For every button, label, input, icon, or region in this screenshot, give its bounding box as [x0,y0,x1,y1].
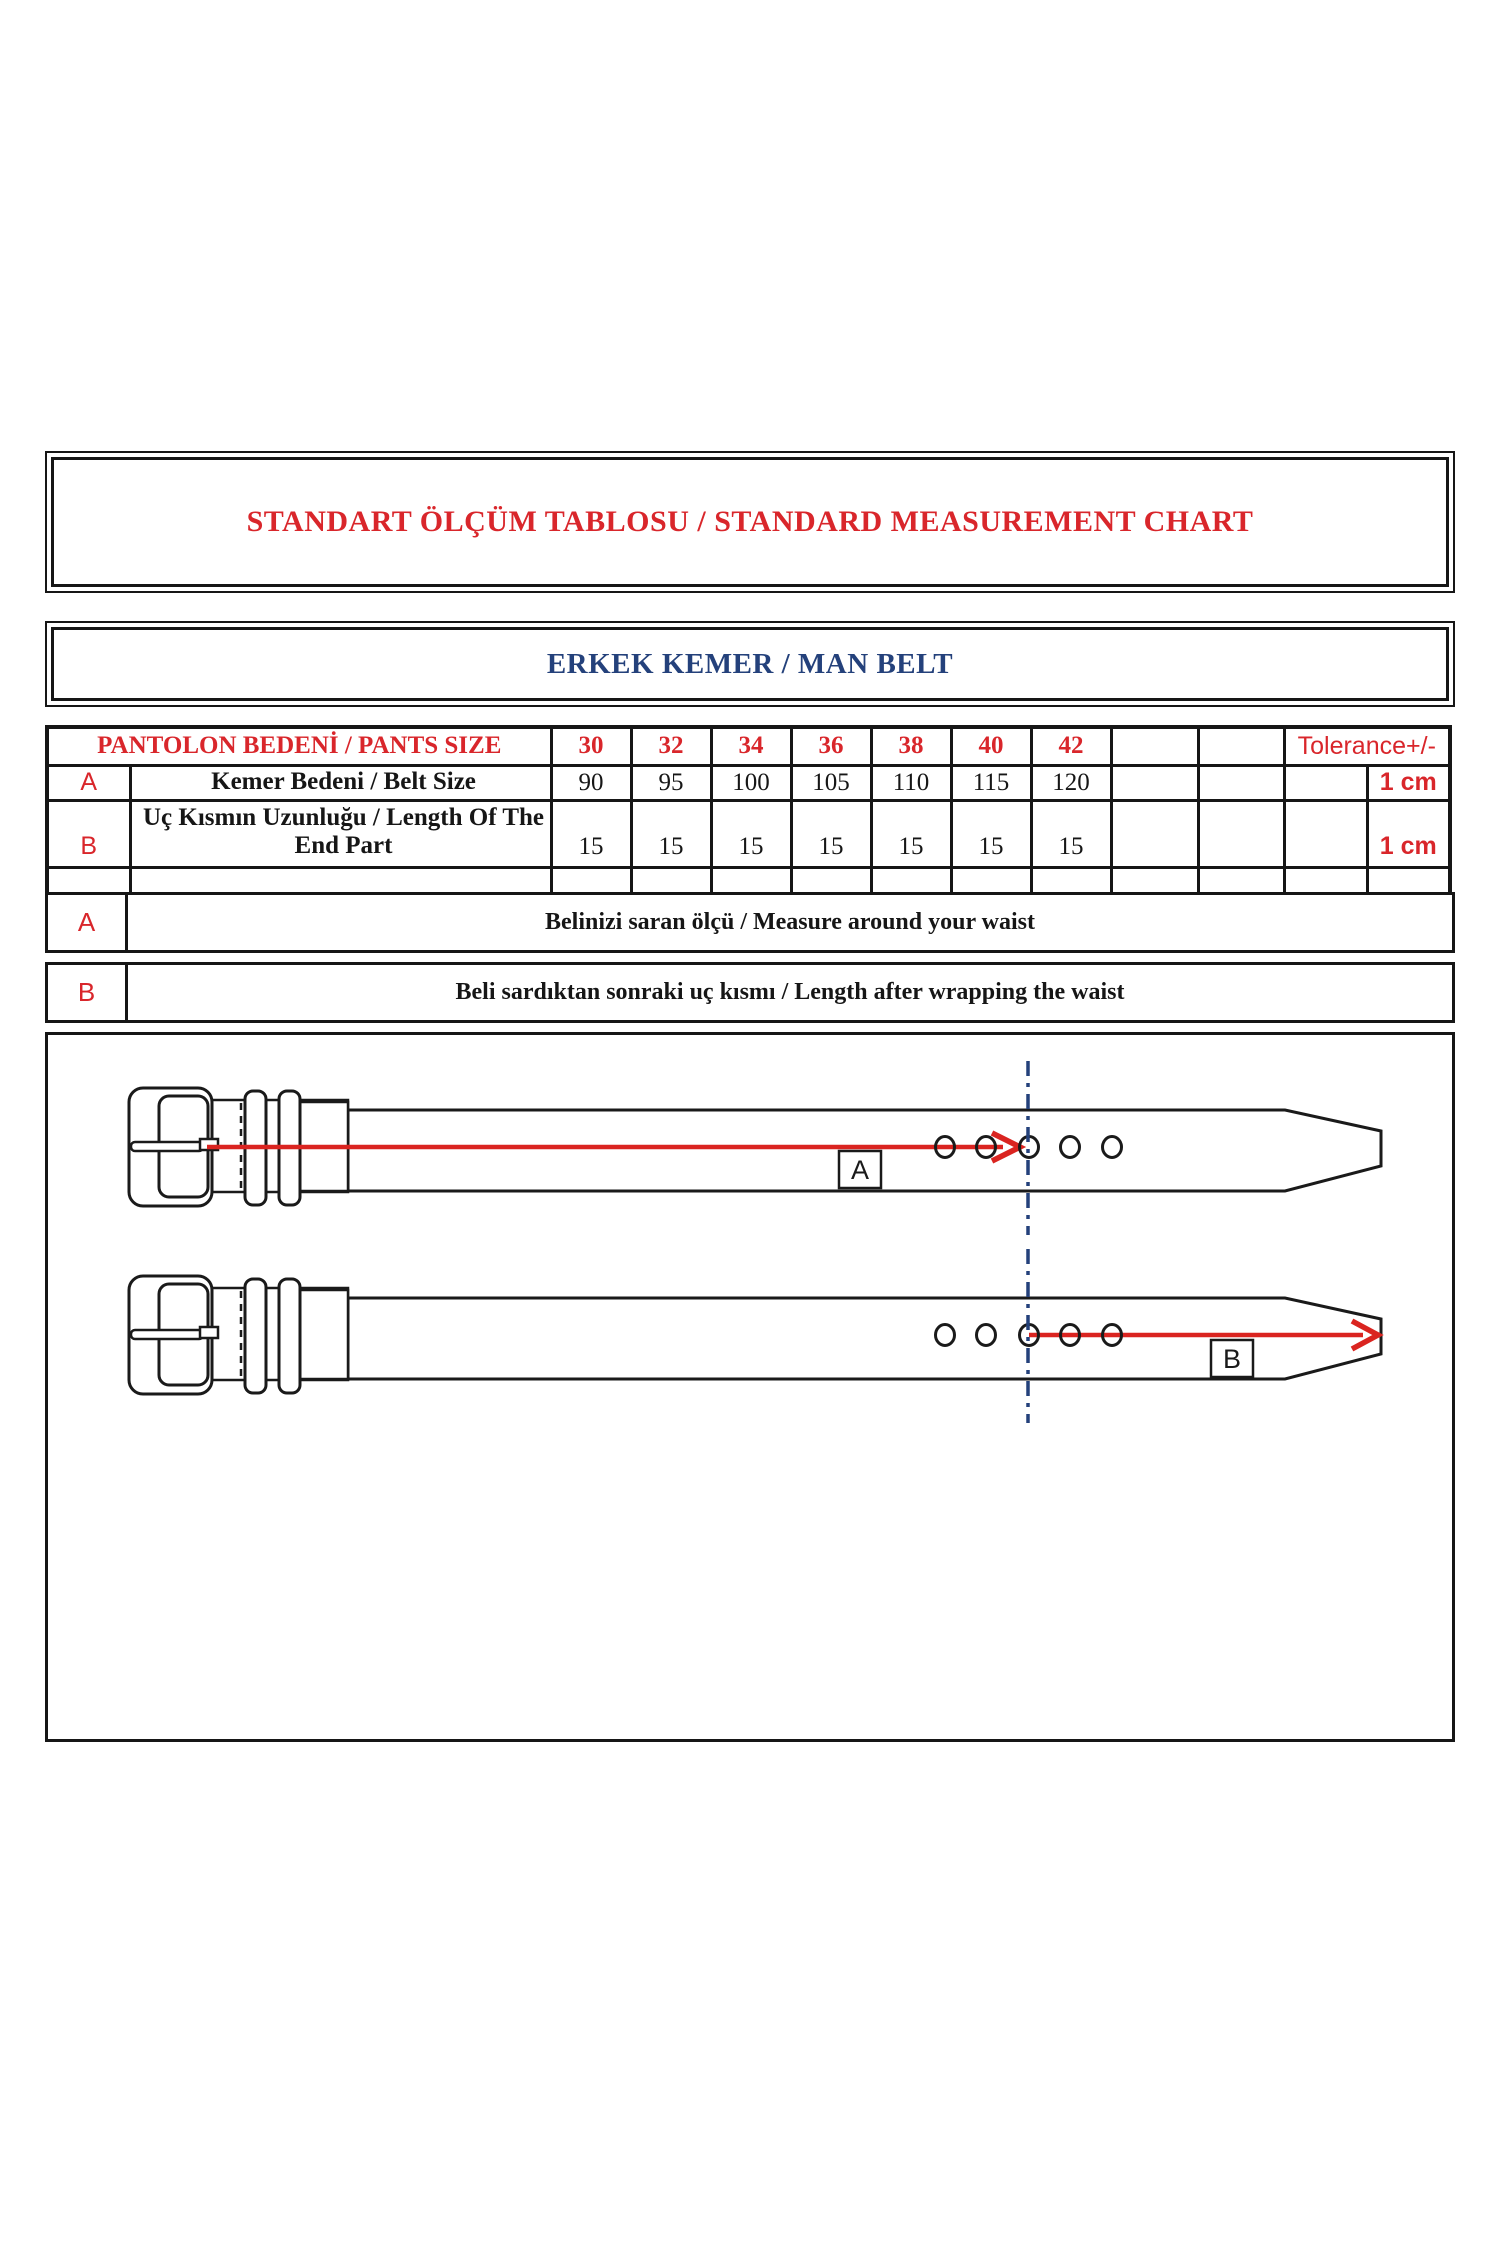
product-subtitle: ERKEK KEMER / MAN BELT [546,647,954,680]
note-text-a: Belinizi saran ölçü / Measure around your waist [544,909,1036,935]
size-col-30: 30 [551,727,631,765]
end-part-value: 15 [951,800,1031,868]
belt-size-value: 120 [1031,765,1111,800]
empty-cell [1198,765,1284,800]
belt-b-keeper-loop [245,1279,266,1393]
empty-header-cell [1198,727,1284,765]
note-text-b: Beli sardıktan sonraki uç kısmı / Length after wrapping the waist [455,979,1125,1005]
size-col-36: 36 [791,727,871,765]
belt-size-value: 90 [551,765,631,800]
row-letter-b: B [47,800,130,868]
belt-b-buckle-prong [131,1330,203,1339]
belt-diagram-box [45,1032,1455,1742]
end-part-value: 15 [711,800,791,868]
belt-size-tolerance: 1 cm [1367,765,1450,800]
empty-cell [1111,765,1198,800]
size-col-40: 40 [951,727,1031,765]
table-row-belt-size [47,765,1450,800]
note-row-a [45,892,1455,953]
end-part-value: 15 [1031,800,1111,868]
tolerance-header: Tolerance+/- [1284,727,1450,765]
note-letter-b: B [48,965,128,1020]
pants-size-header: PANTOLON BEDENİ / PANTS SIZE [47,727,551,765]
title-banner [45,451,1455,593]
end-part-value: 15 [871,800,951,868]
belt-size-value: 115 [951,765,1031,800]
subtitle-banner [45,621,1455,707]
size-col-34: 34 [711,727,791,765]
subtitle-banner-inner [51,627,1449,701]
belt-size-value: 110 [871,765,951,800]
measure-a-label: A [850,1155,870,1185]
belt-size-label: Kemer Bedeni / Belt Size [130,765,551,800]
belt-size-value: 95 [631,765,711,800]
empty-cell [1198,800,1284,868]
size-col-38: 38 [871,727,951,765]
belt-b-end-cap [300,1290,348,1379]
size-col-32: 32 [631,727,711,765]
table-header-row [47,727,1450,765]
measure-b-label: B [1222,1344,1242,1374]
note-letter-a: A [48,895,128,950]
belt-a-drawing [129,1061,1381,1235]
belt-size-value: 100 [711,765,791,800]
row-letter-a: A [47,765,130,800]
end-part-label: Uç Kısmın Uzunluğu / Length Of The End Part [130,800,551,868]
end-part-value: 15 [791,800,871,868]
belt-diagram-svg [48,1035,1452,1739]
end-part-value: 15 [631,800,711,868]
end-part-tolerance: 1 cm [1367,800,1450,868]
note-row-b [45,962,1455,1023]
title-banner-inner [51,457,1449,587]
empty-cell [1284,800,1367,868]
page-title: STANDART ÖLÇÜM TABLOSU / STANDARD MEASUREMENT CHART [246,505,1254,538]
belt-a-buckle-prong [131,1142,203,1151]
empty-cell [1111,800,1198,868]
table-row-end-part [47,800,1450,868]
size-col-42: 42 [1031,727,1111,765]
belt-b-prong-tip [200,1327,218,1338]
empty-cell [1284,765,1367,800]
end-part-value: 15 [551,800,631,868]
belt-size-value: 105 [791,765,871,800]
belt-b-keeper-loop [279,1279,300,1393]
size-table [45,725,1452,907]
belt-b-drawing [129,1249,1381,1423]
empty-header-cell [1111,727,1198,765]
